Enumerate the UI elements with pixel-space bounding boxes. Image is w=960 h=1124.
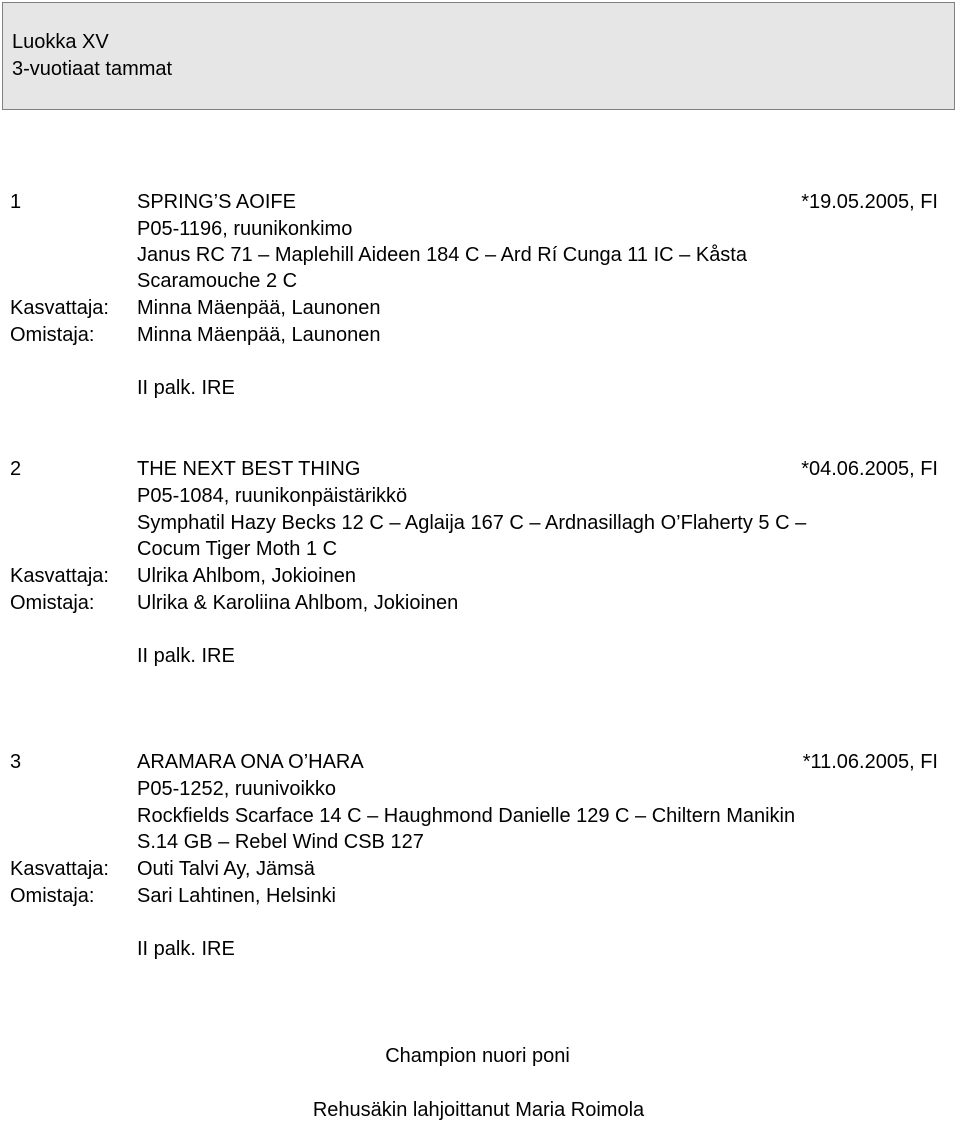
entry-birth: *19.05.2005, FI xyxy=(801,191,938,213)
entry-pedigree: Rockfields Scarface 14 C – Haughmond Danielle 129 C – Chiltern Manikin xyxy=(137,805,796,827)
class-subtitle: 3-vuotiaat tammat xyxy=(12,58,173,80)
donor-text: Rehusäkin lahjoittanut Maria Roimola xyxy=(312,1099,645,1121)
class-title: Luokka XV xyxy=(12,31,109,53)
entry-breeder: Minna Mäenpää, Launonen xyxy=(137,297,381,319)
champion-title: Champion nuori poni xyxy=(385,1045,570,1067)
entry-registration: P05-1252, ruunivoikko xyxy=(137,778,337,800)
breeder-label: Kasvattaja: xyxy=(10,858,109,880)
breeder-label: Kasvattaja: xyxy=(10,565,109,587)
entry-birth: *04.06.2005, FI xyxy=(801,458,938,480)
entry-owner: Ulrika & Karoliina Ahlbom, Jokioinen xyxy=(137,592,459,614)
entry-pedigree-cont: Scaramouche 2 C xyxy=(137,270,298,292)
entry-birth: *11.06.2005, FI xyxy=(802,751,938,773)
entry-pedigree: Janus RC 71 – Maplehill Aideen 184 C – Ard Rí Cunga 11 IC – Kåsta xyxy=(137,244,747,266)
entry-pedigree-cont: Cocum Tiger Moth 1 C xyxy=(137,538,338,560)
entry-number: 2 xyxy=(10,458,22,480)
donor-line xyxy=(0,1098,960,1122)
entry-pedigree: Symphatil Hazy Becks 12 C – Aglaija 167 C – Ardnasillagh O’Flaherty 5 C – xyxy=(137,512,807,534)
entry-pedigree-cont: S.14 GB – Rebel Wind CSB 127 xyxy=(137,831,424,853)
entry-breeder: Outi Talvi Ay, Jämsä xyxy=(137,858,315,880)
entry-registration: P05-1084, ruunikonpäistärikkö xyxy=(137,485,408,507)
breeder-label: Kasvattaja: xyxy=(10,297,109,319)
entry-name: ARAMARA ONA O’HARA xyxy=(137,751,364,773)
entry-breeder: Ulrika Ahlbom, Jokioinen xyxy=(137,565,356,587)
entry-owner: Sari Lahtinen, Helsinki xyxy=(137,885,336,907)
entry-number: 3 xyxy=(10,751,22,773)
entry-name: SPRING’S AOIFE xyxy=(137,191,296,213)
owner-label: Omistaja: xyxy=(10,885,95,907)
entry-registration: P05-1196, ruunikonkimo xyxy=(137,218,353,240)
entry-award: II palk. IRE xyxy=(137,645,235,667)
entry-name: THE NEXT BEST THING xyxy=(137,458,361,480)
owner-label: Omistaja: xyxy=(10,324,95,346)
entry-number: 1 xyxy=(10,191,22,213)
entry-award: II palk. IRE xyxy=(137,938,235,960)
owner-label: Omistaja: xyxy=(10,592,95,614)
class-header xyxy=(2,2,955,110)
entry-owner: Minna Mäenpää, Launonen xyxy=(137,324,381,346)
entry-award: II palk. IRE xyxy=(137,377,235,399)
champion-heading xyxy=(0,1044,960,1068)
